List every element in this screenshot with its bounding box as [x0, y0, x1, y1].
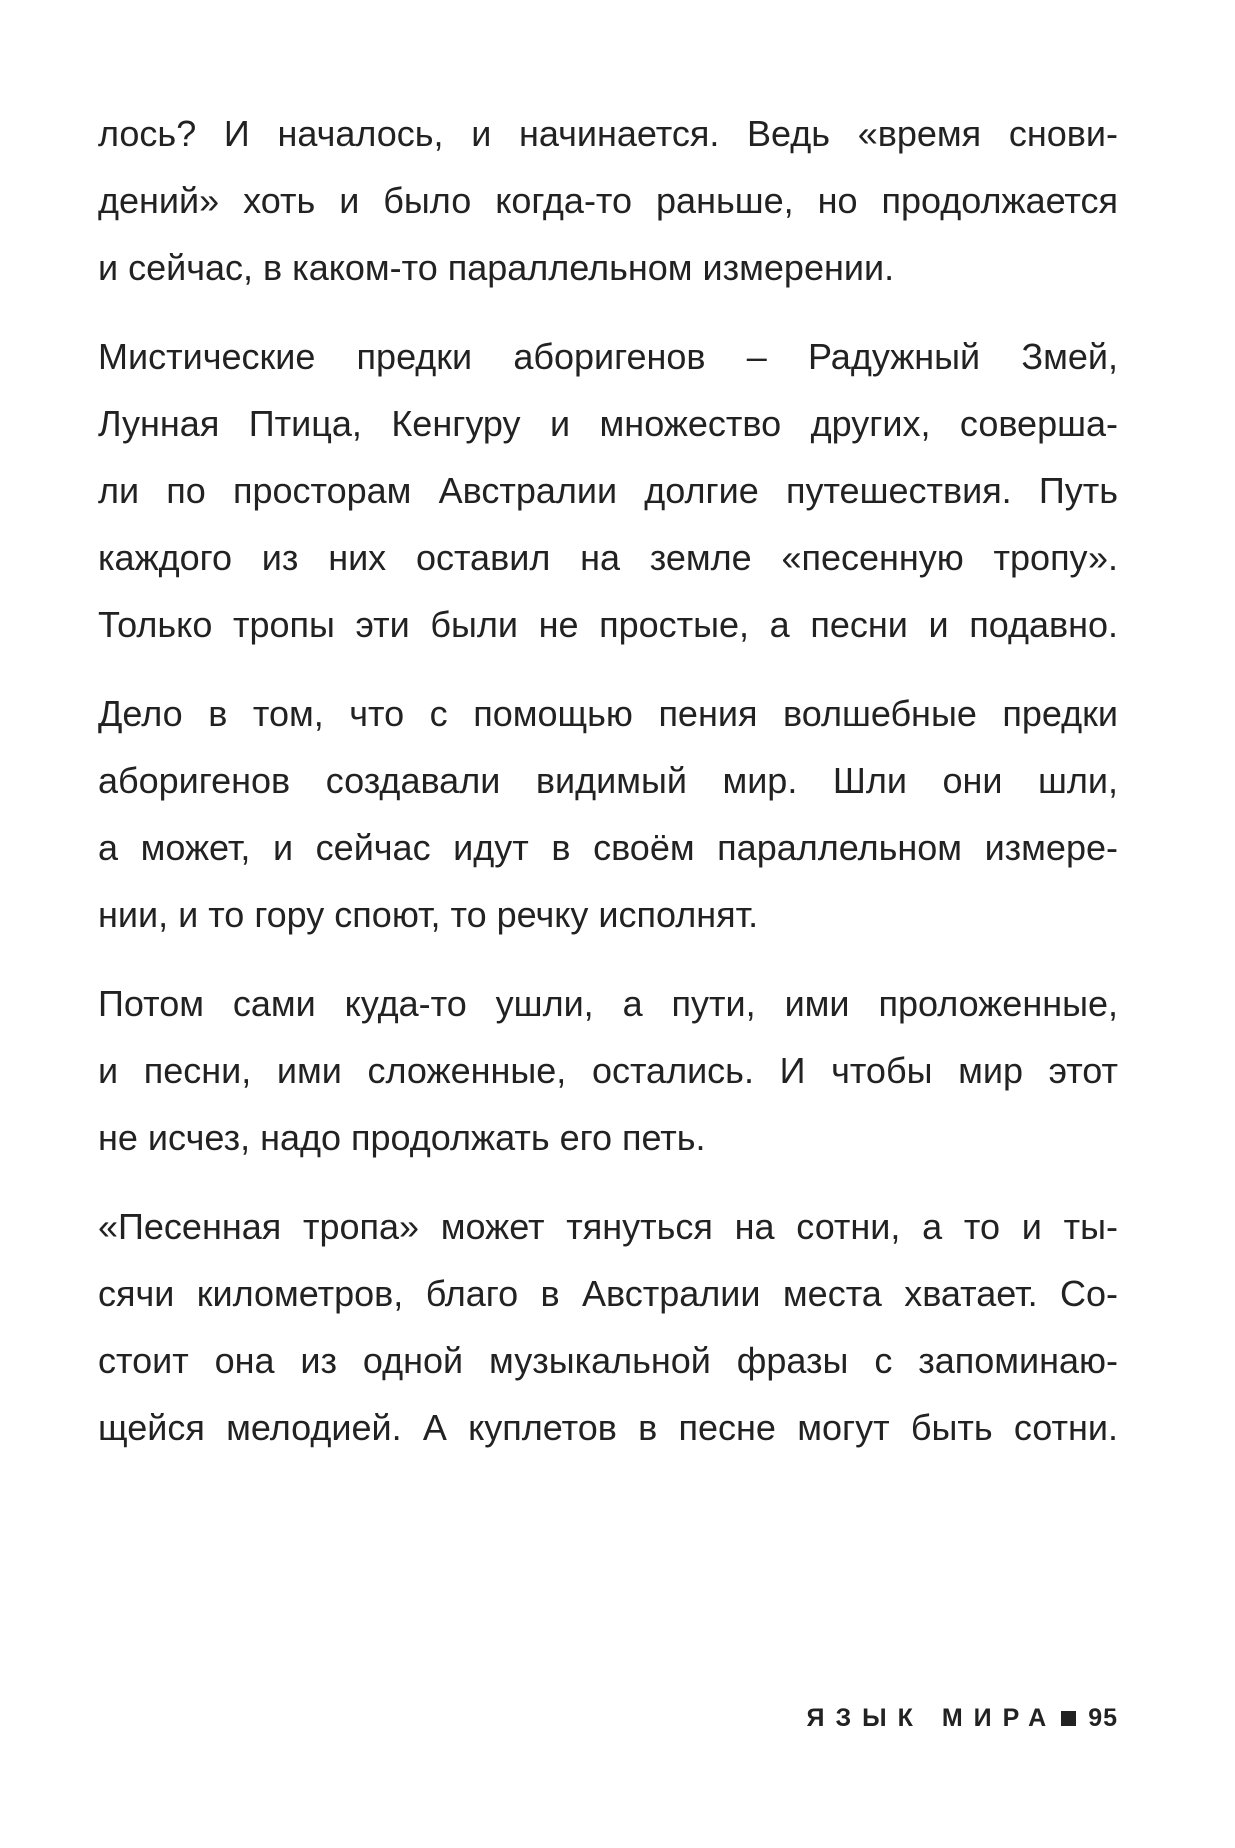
text-line: и сейчас, в каком-то параллельном измерении.: [98, 247, 895, 288]
text-line: а может, и сейчас идут в своём параллельном измере-: [98, 827, 1118, 868]
text-line: Потом сами куда-то ушли, а пути, ими проложенные,: [98, 983, 1118, 1024]
text-line: дений» хоть и было когда-то раньше, но продолжается: [98, 180, 1118, 221]
running-title: ЯЗЫК МИРА: [806, 1703, 1058, 1732]
text-line: стоит она из одной музыкальной фразы с запоминаю-: [98, 1340, 1118, 1381]
text-line: лось? И началось, и начинается. Ведь «время снови-: [98, 113, 1118, 154]
paragraph-4: [98, 970, 1118, 1171]
paragraph-5: [98, 1193, 1118, 1461]
text-line: каждого из них оставил на земле «песенную тропу».: [98, 537, 1118, 578]
text-line: щейся мелодией. А куплетов в песне могут быть сотни.: [98, 1407, 1118, 1448]
text-line: «Песенная тропа» может тянуться на сотни, а то и ты-: [98, 1206, 1118, 1247]
text-line: аборигенов создавали видимый мир. Шли они шли,: [98, 760, 1118, 801]
text-line: ли по просторам Австралии долгие путешествия. Путь: [98, 470, 1118, 511]
text-line: Лунная Птица, Кенгуру и множество других, соверша-: [98, 403, 1118, 444]
text-line: сячи километров, благо в Австралии места хватает. Со-: [98, 1273, 1118, 1314]
paragraph-3: [98, 680, 1118, 948]
square-icon: [1061, 1711, 1076, 1726]
page-number: 95: [1088, 1703, 1118, 1732]
paragraph-2: [98, 323, 1118, 658]
text-line: Мистические предки аборигенов – Радужный Змей,: [98, 336, 1118, 377]
page-footer: [807, 1700, 1118, 1736]
text-line: Дело в том, что с помощью пения волшебные предки: [98, 693, 1118, 734]
text-line: не исчез, надо продолжать его петь.: [98, 1117, 706, 1158]
paragraph-1: [98, 100, 1118, 301]
text-line: Только тропы эти были не простые, а песни и подавно.: [98, 604, 1118, 645]
body-text: [98, 100, 1118, 1483]
text-line: и песни, ими сложенные, остались. И чтобы мир этот: [98, 1050, 1118, 1091]
text-line: нии, и то гору споют, то речку исполнят.: [98, 894, 759, 935]
